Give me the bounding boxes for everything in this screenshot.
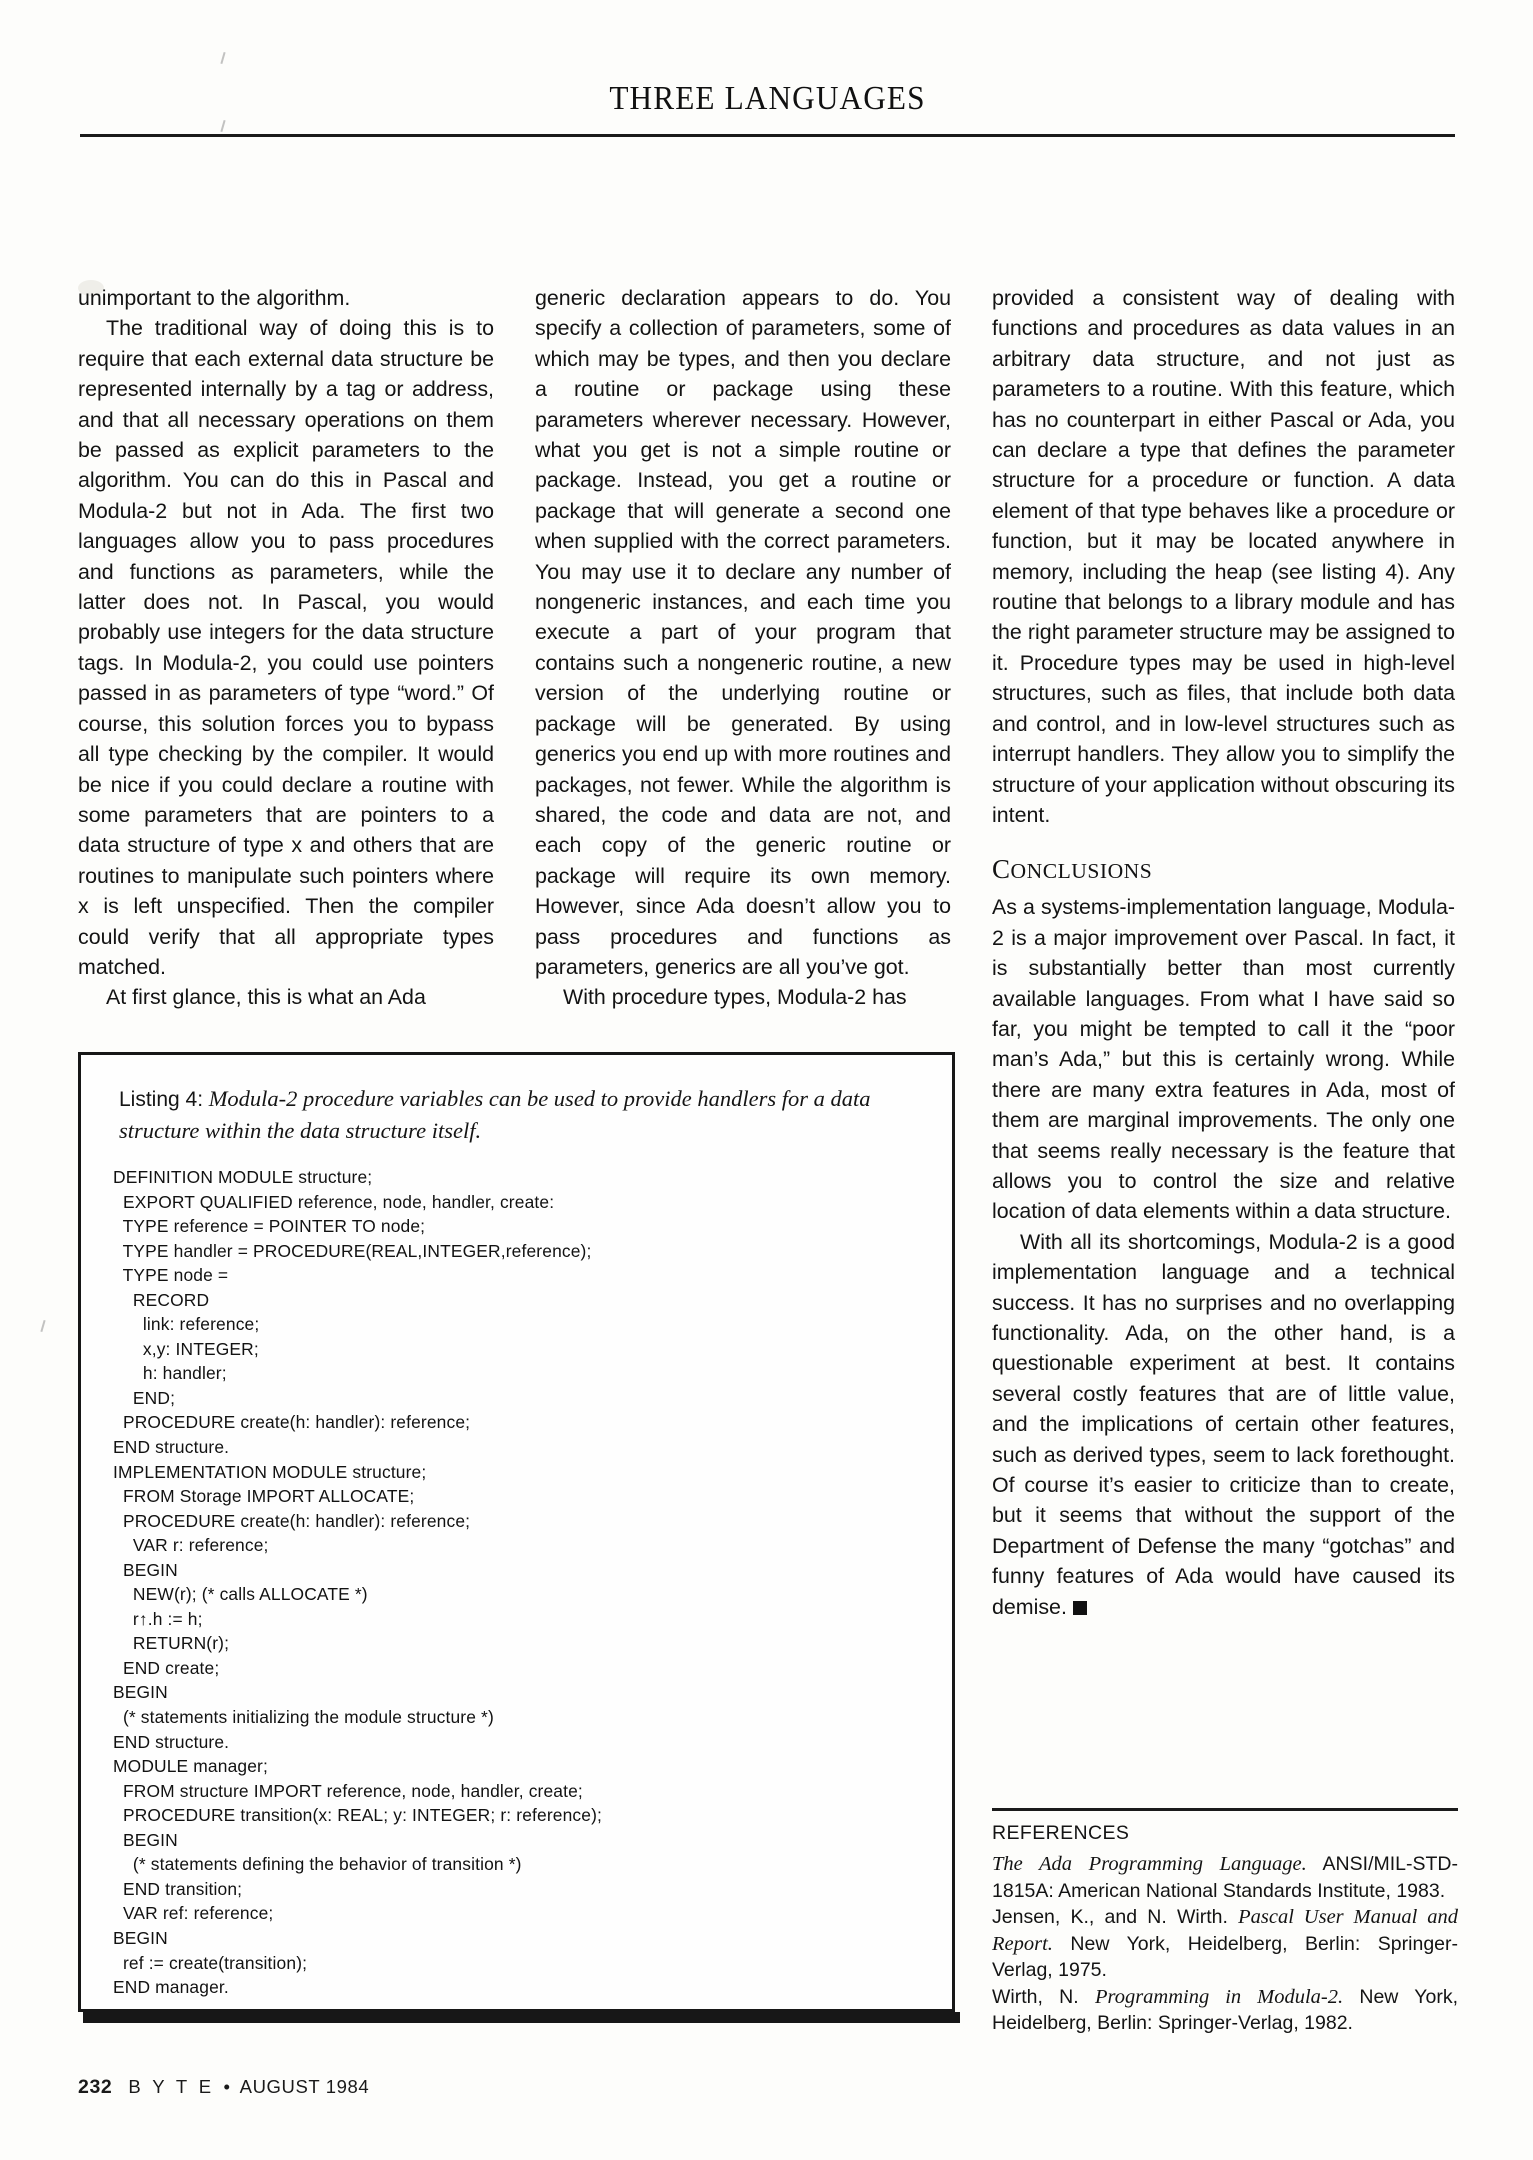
code-line: (* statements initializing the module structure *) — [113, 1707, 494, 1728]
scan-artifact — [220, 52, 225, 64]
code-line: FROM structure IMPORT reference, node, handler, create; — [113, 1780, 583, 1801]
paragraph: With procedure types, Modula-2 has — [563, 985, 907, 1010]
listing-caption-text: Modula-2 procedure variables can be used to provide handlers for a data structure within the data structure itself. — [119, 1086, 871, 1143]
code-line: MODULE manager; — [113, 1756, 268, 1777]
code-line: TYPE handler = PROCEDURE(REAL,INTEGER,reference); — [113, 1240, 592, 1261]
code-line: FROM Storage IMPORT ALLOCATE; — [113, 1486, 415, 1507]
page-header — [80, 78, 1455, 138]
footer-page-number: 232 — [78, 2076, 113, 2098]
code-listing — [113, 1165, 602, 2000]
footer-issue-date: AUGUST 1984 — [239, 2076, 370, 2097]
references-section — [992, 1808, 1458, 2037]
references-list — [992, 1851, 1458, 2037]
code-line: PROCEDURE create(h: handler): reference; — [113, 1412, 471, 1433]
code-line: ref := create(transition); — [113, 1952, 308, 1973]
code-line: BEGIN — [113, 1559, 178, 1580]
header-divider — [80, 134, 1455, 137]
code-line: PROCEDURE create(h: handler): reference; — [113, 1510, 471, 1531]
code-line: END transition; — [113, 1878, 243, 1899]
code-line: x,y: INTEGER; — [113, 1338, 259, 1359]
text-column-3 — [992, 283, 1455, 1622]
code-line: END manager. — [113, 1977, 229, 1998]
paragraph: At first glance, this is what an Ada — [106, 985, 426, 1010]
code-line: BEGIN — [113, 1927, 168, 1948]
code-line: (* statements defining the behavior of transition *) — [113, 1854, 522, 1875]
scan-artifact — [40, 1320, 45, 1332]
paragraph-text: With all its shortcomings, Modula-2 is a good implementation language and a technical success. It has no surprises and no overlapping functionality. Ada, on the other hand, is a questionable experiment at best. It contains several costly features that are of little value, and the implications of certain other features, such as derived types, seem to lack forethought. Of course it’s easier to criticize than to create, but it seems that without the support of the Department of Defense the many “gotchas” and funny features of Ada would have caused its demise. — [992, 1229, 1455, 1619]
footer-separator: • — [223, 2076, 231, 2097]
code-line: VAR r: reference; — [113, 1535, 269, 1556]
paragraph: provided a consistent way of dealing with functions and procedures as data values in an arbitrary data structure, and not just as parameters to a routine. With this feature, which has no counterpart in either Pascal or Ada, you can declare a type that defines the parameter structure for a procedure or function. A data element of that type behaves like a procedure or function, but it may be located anywhere in memory, including the heap (see listing 4). Any routine that belongs to a library module and has the right parameter structure may be assigned to it. Procedure types may be used in high-level structures, such as files, that include both data and control, and in low-level structures such as interrupt handlers. They allow you to simplify the structure of your application without obscuring its intent. — [992, 286, 1455, 827]
page-footer — [78, 2076, 369, 2099]
text-column-2 — [535, 283, 951, 1013]
text-column-1 — [78, 283, 494, 1013]
code-line: END structure. — [113, 1731, 230, 1752]
code-line: END structure. — [113, 1437, 230, 1458]
code-line: link: reference; — [113, 1314, 260, 1335]
listing-label: Listing 4: — [119, 1088, 204, 1111]
paragraph: generic declaration appears to do. You specify a collection of parameters, some of which may be types, and then you declare a routine or package using these parameters wherever necessary. However, what you get is not a simple routine or package. Instead, you get a routine or package that will generate a second one when supplied with the correct parameters. You may use it to declare any number of nongeneric instances, and each time you execute a part of your program that contains such a nongeneric routine, a new version of the underlying routine or package will be generated. By using generics you end up with more routines and packages, not fewer. While the algorithm is shared, the code and data are not, and each copy of the generic routine or package will require its own memory. However, since Ada doesn’t allow you to pass procedures and functions as parameters, generics are all you’ve got. — [535, 286, 951, 979]
page-title: THREE LANGUAGES — [609, 80, 926, 117]
code-line: TYPE node = — [113, 1265, 229, 1286]
code-line: PROCEDURE transition(x: REAL; y: INTEGER; r: reference); — [113, 1805, 602, 1826]
paragraph: As a systems-implementation language, Modula-2 is a major improvement over Pascal. In fact, it is substantially better than most currently available languages. From what I have said so far, you might be tempted to call it the “poor man’s Ada,” but this is certainly wrong. While there are many extra features in Ada, most of them are marginal improvements. The only one that seems really necessary is the feature that allows you to control the size and relative location of data elements within a data structure. — [992, 895, 1455, 1224]
reference-item: Jensen, K., and N. Wirth. Pascal User Manual and Report. New York, Heidelberg, Berlin: Springer-Verlag, 1975. — [992, 1906, 1458, 1981]
end-of-article-marker — [1073, 1601, 1087, 1615]
code-line: BEGIN — [113, 1682, 168, 1703]
paragraph: The traditional way of doing this is to require that each external data structure be represented internally by a tag or address, and that all necessary operations on them be passed as explicit parameters to the algorithm. You can do this in Pascal and Modula-2 but not in Ada. The first two languages allow you to pass procedures and functions as parameters, while the latter does not. In Pascal, you would probably use integers for the data structure tags. In Modula-2, you could use pointers passed in as parameters of type “word.” Of course, this solution forces you to bypass all type checking by the compiler. It would be nice if you could declare a routine with some parameters that are pointers to a data structure of type x and others that are routines to manipulate such pointers where x is left unspecified. Then the compiler could verify that all appropriate types matched. — [78, 316, 494, 979]
code-line: RECORD — [113, 1289, 210, 1310]
paragraph — [992, 1227, 1455, 1622]
code-line: NEW(r); (* calls ALLOCATE *) — [113, 1584, 368, 1605]
code-line: VAR ref: reference; — [113, 1903, 274, 1924]
references-heading: REFERENCES — [992, 1822, 1130, 1844]
code-line: END; — [113, 1387, 176, 1408]
code-line: TYPE reference = POINTER TO node; — [113, 1216, 426, 1237]
reference-item: The Ada Programming Language. ANSI/MIL-STD-1815A: American National Standards Institute, 1983. — [992, 1853, 1458, 1902]
code-line: EXPORT QUALIFIED reference, node, handler, create: — [113, 1191, 555, 1212]
code-line: END create; — [113, 1657, 220, 1678]
paragraph: unimportant to the algorithm. — [78, 286, 351, 310]
code-line: BEGIN — [113, 1829, 178, 1850]
section-heading-conclusions: CONCLUSIONS — [992, 854, 1153, 885]
footer-magazine-name: B Y T E — [128, 2076, 215, 2097]
code-line: DEFINITION MODULE structure; — [113, 1167, 373, 1187]
reference-item: Wirth, N. Programming in Modula-2. New York, Heidelberg, Berlin: Springer-Verlag, 1982. — [992, 1985, 1459, 2034]
references-divider — [992, 1808, 1458, 1811]
code-line: RETURN(r); — [113, 1633, 230, 1654]
listing-caption — [119, 1083, 919, 1146]
code-line: h: handler; — [113, 1363, 227, 1384]
code-line: r↑.h := h; — [113, 1608, 203, 1629]
code-line: IMPLEMENTATION MODULE structure; — [113, 1461, 427, 1482]
